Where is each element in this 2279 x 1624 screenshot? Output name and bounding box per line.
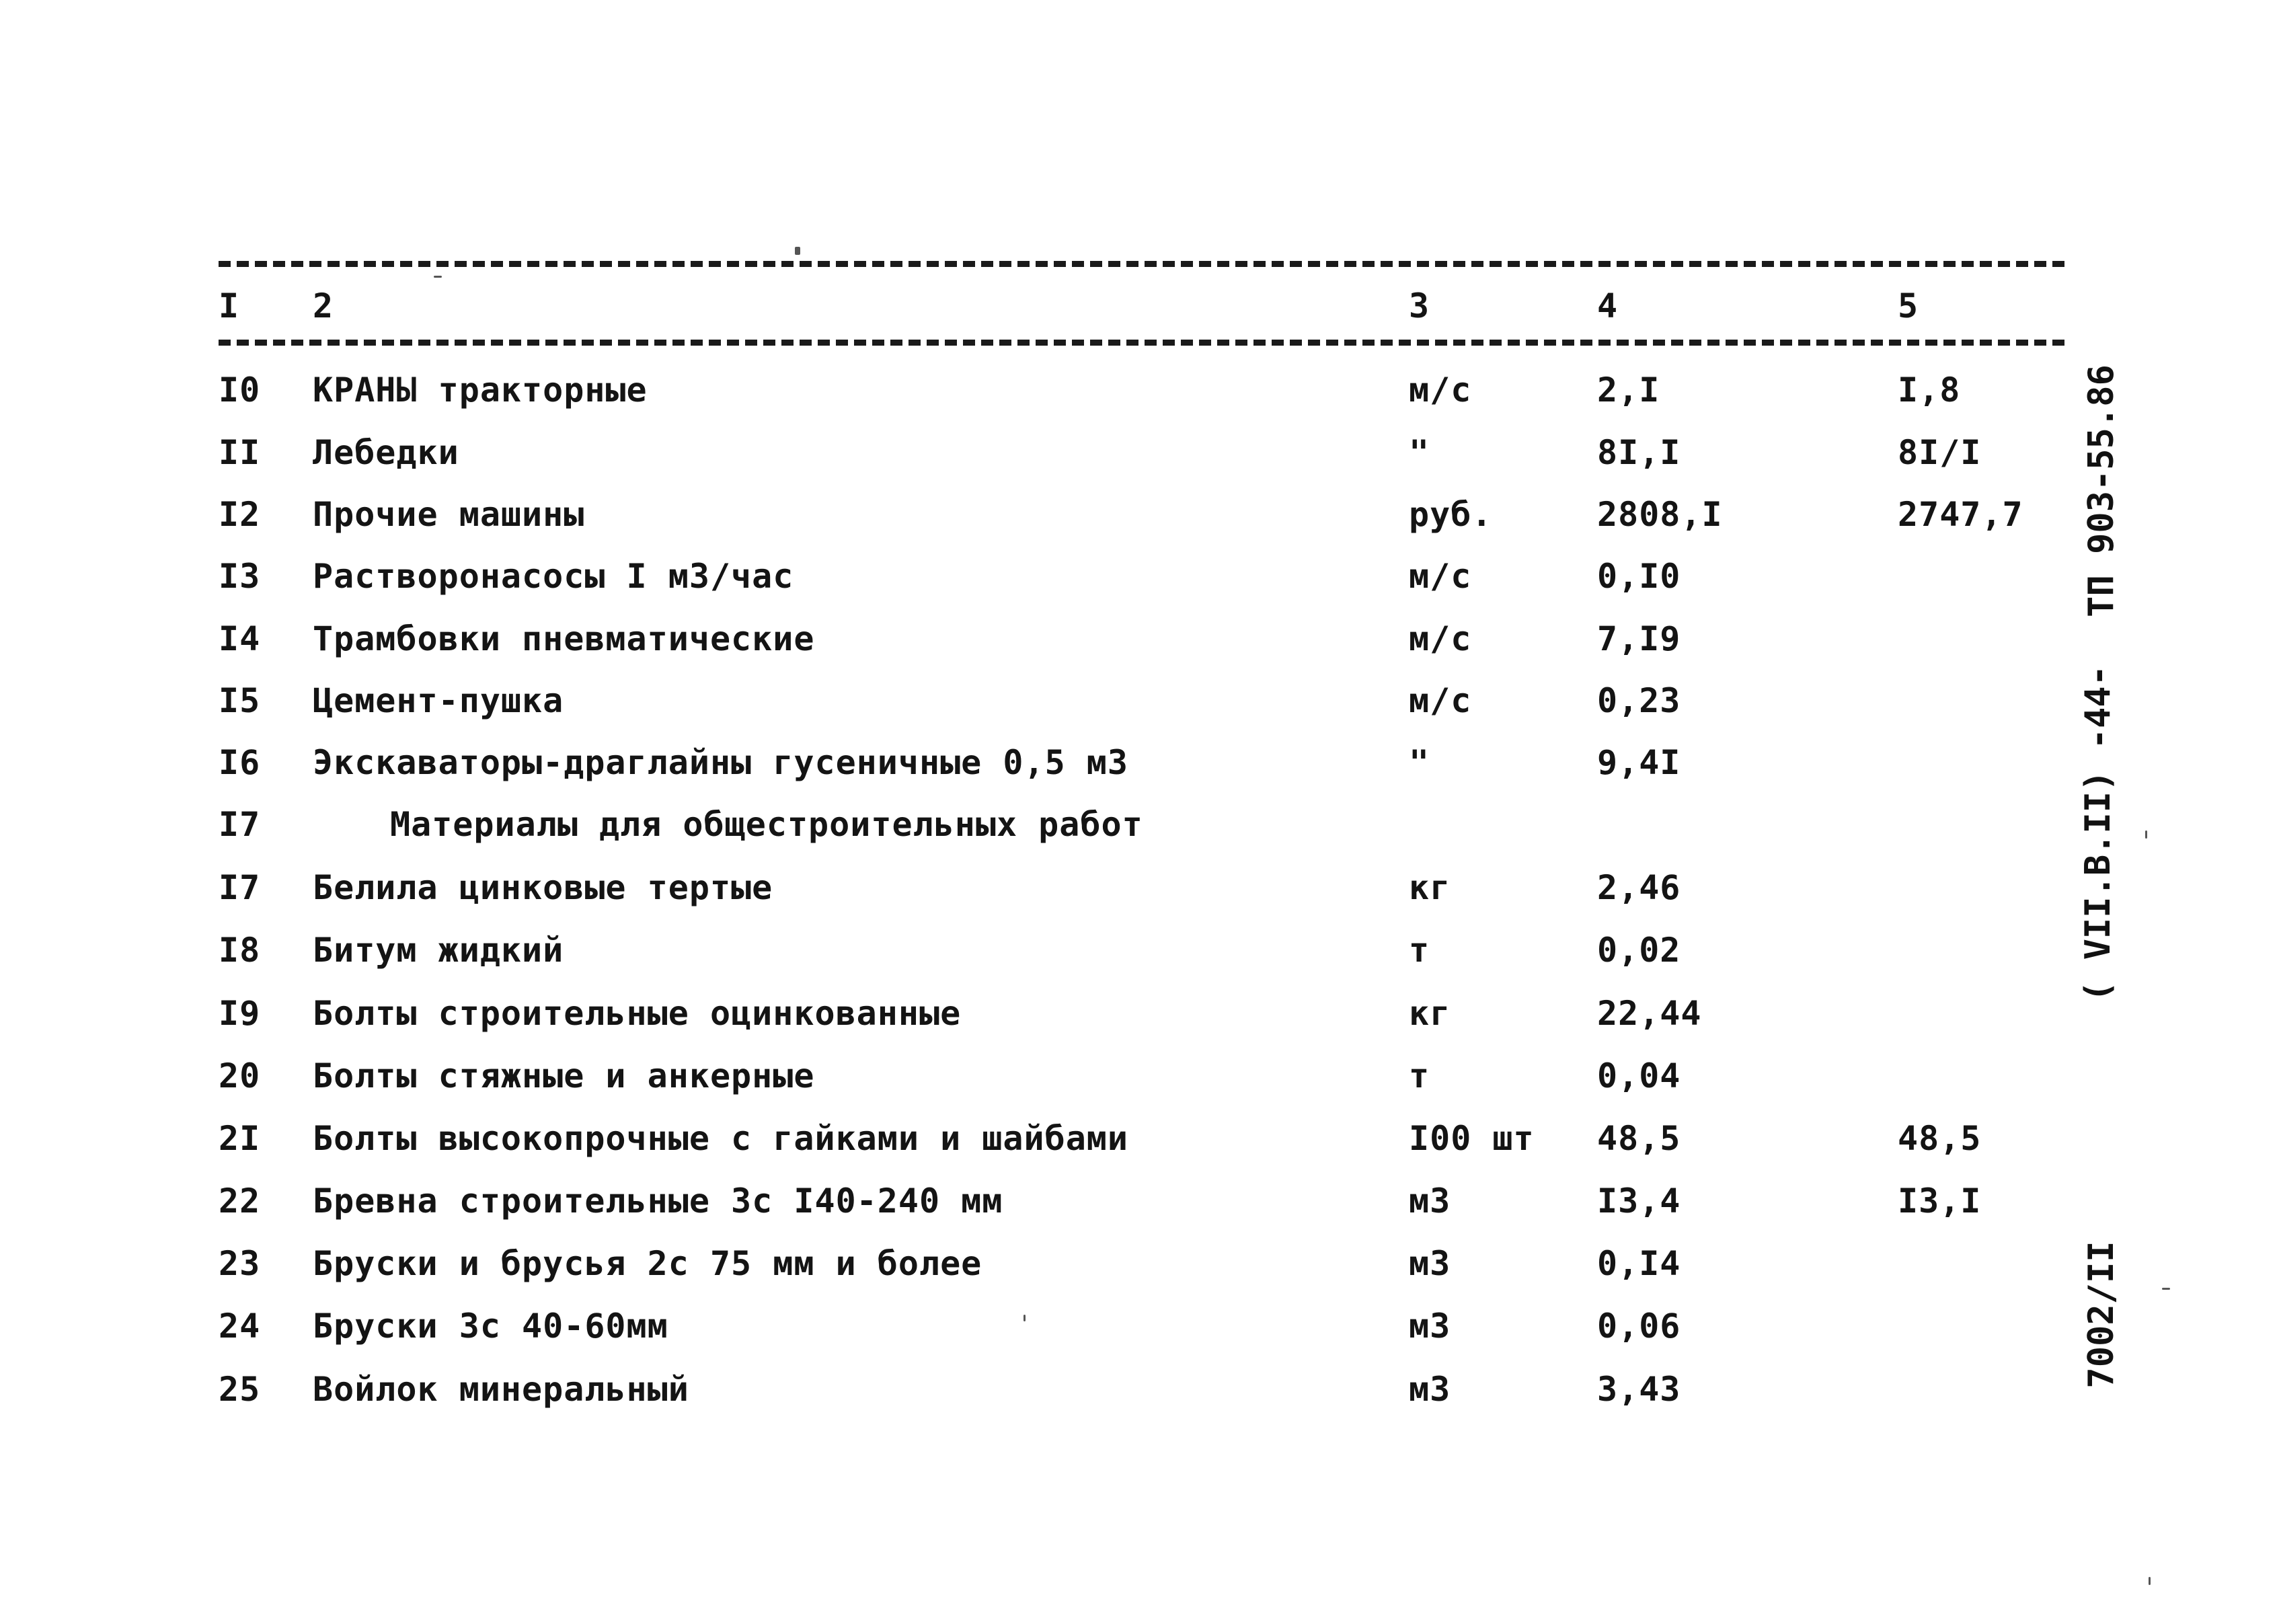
row-name: Войлок минеральный <box>313 1370 689 1409</box>
table-row <box>0 674 2279 728</box>
row-number: 25 <box>219 1370 261 1409</box>
row-value-4: 2,I <box>1597 371 1660 410</box>
row-number: 24 <box>219 1307 261 1346</box>
row-name: Трамбовки пневматические <box>313 619 815 658</box>
table-row <box>0 1237 2279 1290</box>
row-value-5: 48,5 <box>1898 1119 1982 1158</box>
scan-speck <box>2149 1577 2151 1585</box>
row-unit: м/с <box>1409 619 1472 658</box>
row-number: I7 <box>219 868 261 907</box>
table-row <box>0 363 2279 417</box>
row-unit: I00 шт <box>1409 1119 1535 1158</box>
row-unit: м/с <box>1409 371 1472 410</box>
row-number: 20 <box>219 1056 261 1095</box>
row-unit: м/с <box>1409 681 1472 720</box>
table-header <box>0 279 2279 333</box>
margin-sheet-number: 7002/II <box>2081 1241 2122 1389</box>
header-col-1: I <box>219 286 240 325</box>
row-value-4: 3,43 <box>1597 1370 1681 1409</box>
row-number: I7 <box>219 805 261 844</box>
row-unit: " <box>1409 433 1430 472</box>
row-number: 22 <box>219 1182 261 1221</box>
row-name: Болты строительные оцинкованные <box>313 994 962 1033</box>
row-unit: м3 <box>1409 1182 1451 1221</box>
row-name: Бруски 3с 40-60мм <box>313 1307 668 1346</box>
section-heading: Материалы для общестроительных работ <box>390 805 1143 844</box>
row-value-4: 48,5 <box>1597 1119 1681 1158</box>
row-unit: кг <box>1409 868 1451 907</box>
row-value-4: 0,04 <box>1597 1056 1681 1095</box>
row-number: I5 <box>219 681 261 720</box>
table-row <box>0 612 2279 666</box>
row-unit: м3 <box>1409 1370 1451 1409</box>
table-row <box>0 736 2279 789</box>
row-name: КРАНЫ тракторные <box>313 371 648 410</box>
row-number: I4 <box>219 619 261 658</box>
scan-speck <box>2145 830 2147 839</box>
row-unit: руб. <box>1409 495 1493 534</box>
row-value-4: I3,4 <box>1597 1182 1681 1221</box>
margin-doc-code: ТП 903-55.86 <box>2081 364 2122 617</box>
scan-speck <box>795 247 800 255</box>
row-name: Болты стяжные и анкерные <box>313 1056 815 1095</box>
row-value-5: 8I/I <box>1898 433 1982 472</box>
header-col-2: 2 <box>313 286 334 325</box>
row-name: Лебедки <box>313 433 459 472</box>
row-name: Бревна строительные 3с I40-240 мм <box>313 1182 1003 1221</box>
row-name: Цемент-пушка <box>313 681 564 720</box>
table-row <box>0 1049 2279 1103</box>
row-value-4: 0,23 <box>1597 681 1681 720</box>
row-unit: м/с <box>1409 557 1472 596</box>
row-number: I2 <box>219 495 261 534</box>
table-row <box>0 1112 2279 1165</box>
table-row <box>0 1299 2279 1353</box>
row-value-5: I3,I <box>1898 1182 1982 1221</box>
table-row <box>0 987 2279 1040</box>
row-number: 2I <box>219 1119 261 1158</box>
scan-speck <box>1023 1315 1026 1321</box>
section-heading-row <box>0 798 2279 851</box>
row-value-4: 2808,I <box>1597 495 1723 534</box>
row-value-4: 0,I4 <box>1597 1244 1681 1283</box>
row-unit: " <box>1409 743 1430 782</box>
table-row <box>0 426 2279 479</box>
scan-speck <box>2162 1288 2170 1290</box>
row-unit: м3 <box>1409 1307 1451 1346</box>
row-number: I6 <box>219 743 261 782</box>
row-value-4: 0,02 <box>1597 931 1681 970</box>
row-value-4: 8I,I <box>1597 433 1681 472</box>
row-value-4: 0,I0 <box>1597 557 1681 596</box>
row-name: Белила цинковые тертые <box>313 868 773 907</box>
row-number: I8 <box>219 931 261 970</box>
row-number: I0 <box>219 371 261 410</box>
header-col-5: 5 <box>1898 286 1919 325</box>
row-name: Экскаваторы-драглайны гусеничные 0,5 м3 <box>313 743 1128 782</box>
row-name: Бруски и брусья 2с 75 мм и более <box>313 1244 982 1283</box>
scan-speck <box>434 276 442 278</box>
row-unit: т <box>1409 1056 1430 1095</box>
table-row <box>0 1174 2279 1228</box>
row-unit: кг <box>1409 994 1451 1033</box>
row-value-4: 2,46 <box>1597 868 1681 907</box>
table-row <box>0 1362 2279 1416</box>
header-col-4: 4 <box>1597 286 1619 325</box>
row-value-4: 7,I9 <box>1597 619 1681 658</box>
row-value-5: I,8 <box>1898 371 1961 410</box>
top-rule <box>219 261 2064 267</box>
margin-album-page: ( VII.В.II) -44- <box>2078 665 2118 1002</box>
row-number: I9 <box>219 994 261 1033</box>
row-name: Болты высокопрочные с гайками и шайбами <box>313 1119 1128 1158</box>
row-name: Растворонасосы I м3/час <box>313 557 794 596</box>
table-row <box>0 549 2279 603</box>
row-value-4: 22,44 <box>1597 994 1702 1033</box>
row-value-5: 2747,7 <box>1898 495 2023 534</box>
row-value-4: 9,4I <box>1597 743 1681 782</box>
header-rule <box>219 340 2064 346</box>
row-number: I3 <box>219 557 261 596</box>
row-unit: т <box>1409 931 1430 970</box>
row-value-4: 0,06 <box>1597 1307 1681 1346</box>
row-unit: м3 <box>1409 1244 1451 1283</box>
row-number: 23 <box>219 1244 261 1283</box>
table-row <box>0 488 2279 541</box>
row-number: II <box>219 433 261 472</box>
header-col-3: 3 <box>1409 286 1430 325</box>
table-row <box>0 861 2279 915</box>
row-name: Битум жидкий <box>313 931 564 970</box>
table-row <box>0 923 2279 977</box>
row-name: Прочие машины <box>313 495 585 534</box>
